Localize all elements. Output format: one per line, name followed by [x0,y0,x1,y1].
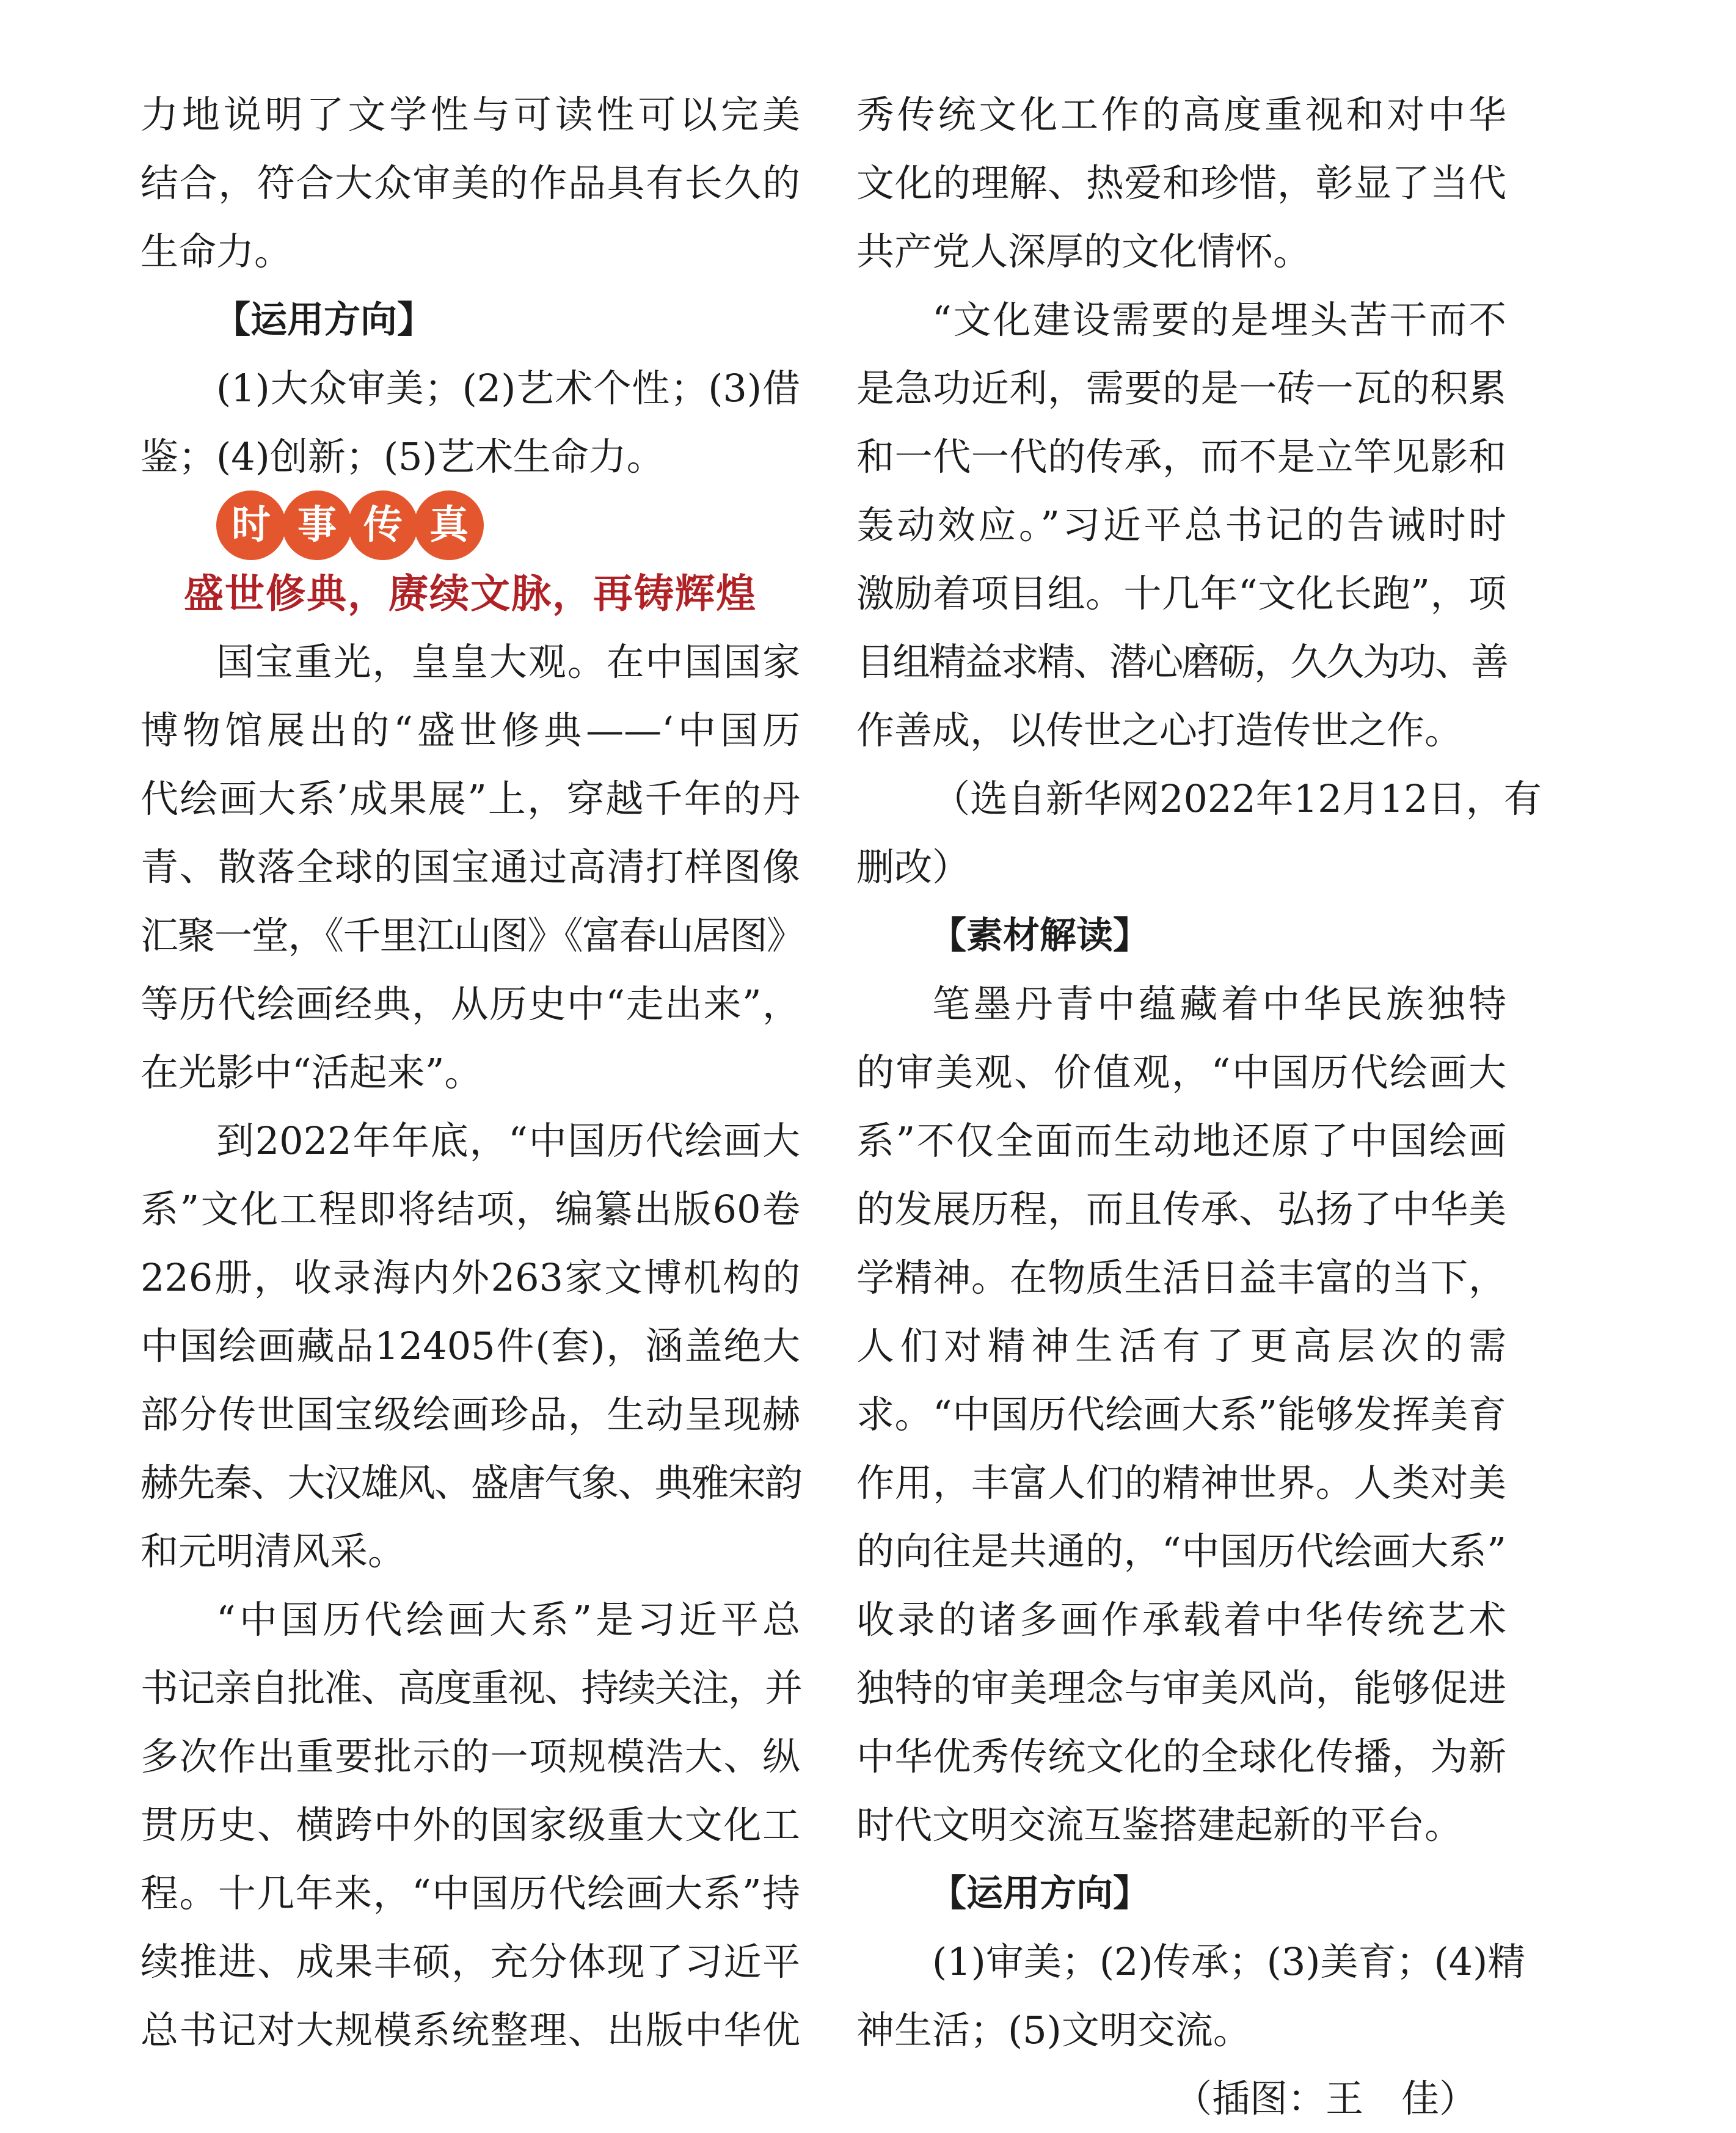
body-line: 的审美观、价值观，“中国历代绘画大 [856,1050,1506,1095]
body-line: 激励着项目组。十几年“文化长跑”，项 [856,571,1506,616]
body-line: 独特的审美理念与审美风尚，能够促进 [856,1666,1506,1710]
body-line: 和一代一代的传承，而不是立竿见影和 [856,434,1506,479]
badge-char-circle: 事 [282,490,352,560]
body-line: 226册，收录海内外263家文博机构的 [140,1255,800,1300]
body-line: 的向往是共通的，“中国历代绘画大系” [856,1529,1506,1573]
badge-char-circle: 真 [414,490,484,560]
body-line: 作善成，以传世之心打造传世之作。 [856,708,1463,753]
body-line: 多次作出重要批示的一项规模浩大、纵 [140,1734,800,1779]
column-right [856,81,1542,2133]
body-line: 书记亲自批准、高度重视、持续关注，并 [140,1666,800,1710]
body-line: 力地说明了文学性与可读性可以完美 [140,92,800,137]
red-headline: 盛世修典，赓续文脉，再铸辉煌 [183,571,757,617]
citation-line: （选自新华网2022年12月12日，有 [932,776,1542,821]
column-left [140,81,800,2065]
body-line: 中国绘画藏品12405件(套)，涵盖绝大 [140,1324,800,1368]
body-line: 系”不仅全面而生动地还原了中国绘画 [856,1118,1506,1163]
citation-line: 删改） [856,845,971,889]
body-line: 程。十几年来，“中国历代绘画大系”持 [140,1871,800,1916]
badge-char-circle: 时 [216,490,286,560]
body-line: 人们对精神生活有了更高层次的需 [856,1324,1506,1368]
body-line: 汇聚一堂，《千里江山图》《富春山居图》 [140,913,800,958]
body-line: 目组精益求精、潜心磨砺，久久为功、善 [856,640,1506,684]
body-line: 生命力。 [140,229,293,274]
body-line: 中华优秀传统文化的全球化传播，为新 [856,1734,1506,1779]
body-line: 赫先秦、大汉雄风、盛唐气象、典雅宋韵 [140,1460,800,1505]
body-line: “中国历代绘画大系”是习近平总 [216,1597,800,1642]
badge-shishi-chuanzhen [140,491,800,560]
body-line: 系”文化工程即将结项，编纂出版60卷 [140,1187,800,1231]
body-line: 鉴；(4)创新；(5)艺术生命力。 [140,434,665,479]
body-line: (1)审美；(2)传承；(3)美育；(4)精 [932,1939,1526,1984]
body-line: 续推进、成果丰硕，充分体现了习近平 [140,1939,800,1984]
body-line: (1)大众审美；(2)艺术个性；(3)借 [216,366,800,410]
illustration-credit: （插图：王 佳） [1173,2076,1477,2121]
body-line: 笔墨丹青中蕴藏着中华民族独特 [932,982,1506,1026]
subhead-yunyong-fangxiang: 【运用方向】 [930,1872,1150,1915]
body-line: 时代文明交流互鉴搭建起新的平台。 [856,1803,1463,1847]
body-line: 结合，符合大众审美的作品具有长久的 [140,161,800,205]
body-line: 部分传世国宝级绘画珍品，生动呈现赫 [140,1392,800,1437]
subhead-yunyong-fangxiang: 【运用方向】 [214,299,434,341]
body-line: 国宝重光，皇皇大观。在中国国家 [216,640,800,684]
body-line: 博物馆展出的“盛世修典——‘中国历 [140,708,800,753]
body-line: 求。“中国历代绘画大系”能够发挥美育 [856,1392,1506,1437]
body-line: 秀传统文化工作的高度重视和对中华 [856,92,1506,137]
badge-char-circle: 传 [348,490,418,560]
body-line: 轰动效应。”习近平总书记的告诫时时 [856,503,1506,547]
body-line: 总书记对大规模系统整理、出版中华优 [140,2008,800,2052]
body-line: 文化的理解、热爱和珍惜，彰显了当代 [856,161,1506,205]
subhead-sucai-jiedu: 【素材解读】 [930,914,1150,957]
body-line: 青、散落全球的国宝通过高清打样图像 [140,845,800,889]
body-line: “文化建设需要的是埋头苦干而不 [932,297,1506,342]
body-line: 作用，丰富人们的精神世界。人类对美 [856,1460,1506,1505]
body-line: 收录的诸多画作承载着中华传统艺术 [856,1597,1506,1642]
body-line: 到2022年年底，“中国历代绘画大 [216,1118,800,1163]
body-line: 贯历史、横跨中外的国家级重大文化工 [140,1803,800,1847]
body-line: 和元明清风采。 [140,1529,406,1573]
body-line: 等历代绘画经典，从历史中“走出来”， [140,982,800,1026]
body-line: 共产党人深厚的文化情怀。 [856,229,1311,274]
body-line: 神生活；(5)文明交流。 [856,2008,1251,2052]
body-line: 在光影中“活起来”。 [140,1050,483,1095]
body-line: 是急功近利，需要的是一砖一瓦的积累 [856,366,1506,410]
body-line: 学精神。在物质生活日益丰富的当下， [856,1255,1506,1300]
body-line: 的发展历程，而且传承、弘扬了中华美 [856,1187,1506,1231]
body-line: 代绘画大系’成果展”上，穿越千年的丹 [140,776,800,821]
